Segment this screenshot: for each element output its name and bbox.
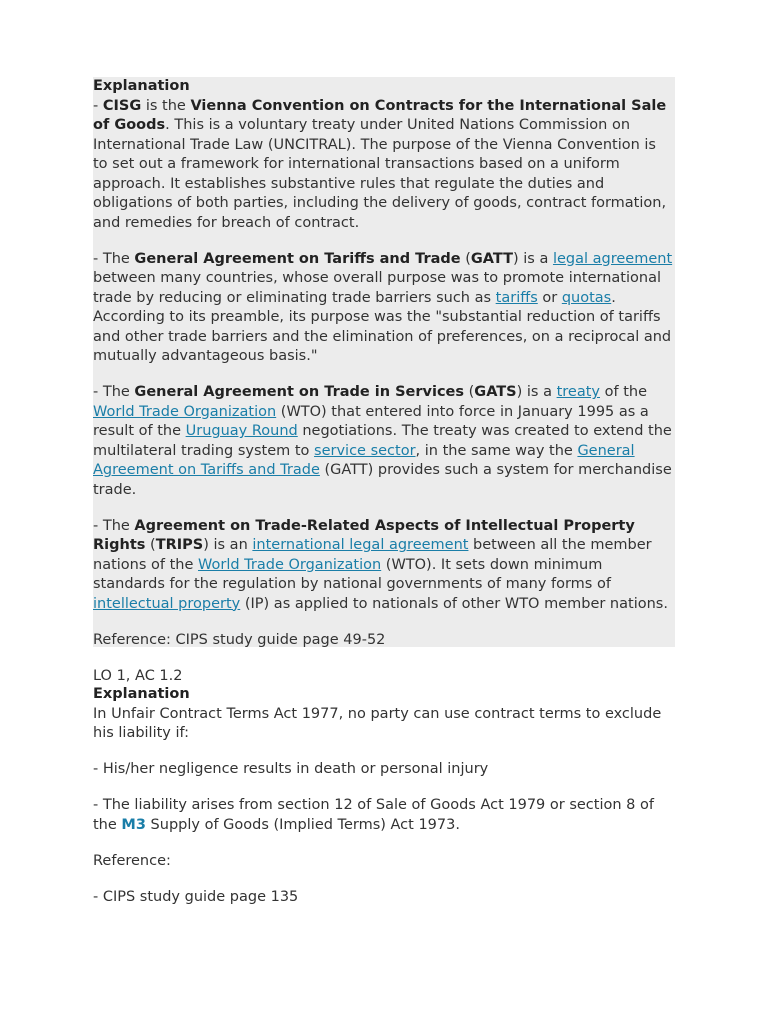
link-uruguay-round[interactable]: Uruguay Round: [185, 423, 298, 439]
link-gatt[interactable]: General Agreement on Tariffs and Trade: [93, 442, 635, 478]
term-trips-full: Agreement on Trade-Related Aspects of Intellectual Property Rights: [93, 517, 635, 553]
paragraph-gatt: - The General Agreement on Tariffs and Trade (GATT) is a legal agreement between many countries, whose overall purpose was to promote international trade by reducing or eliminating trade barriers such as tariffs or quotas. According to its preamble, its purpose was the "substantial reduction of tariffs and other trade barriers and the elimination of preferences, on a reciprocal and mutually advantageous basis.": [93, 250, 673, 364]
paragraph-gats: - The General Agreement on Trade in Services (GATS) is a treaty of the World Trade Organization (WTO) that entered into force in January 1995 as a result of the Uruguay Round negotiations. The treaty was created to extend the multilateral trading system to service sector, in the same way the General Agreement on Tariffs and Trade (GATT) provides such a system for merchandise trade.: [93, 384, 672, 498]
link-wto-2[interactable]: World Trade Organization: [198, 556, 382, 573]
heading-explanation-2: Explanation: [93, 686, 190, 702]
m3-label: M3: [121, 816, 146, 833]
link-treaty[interactable]: treaty: [556, 384, 600, 400]
link-wto[interactable]: World Trade Organization: [93, 403, 277, 420]
term-gatt: GATT: [470, 250, 514, 267]
link-service-sector[interactable]: service sector: [314, 442, 416, 459]
explanation-block-2: [93, 685, 675, 924]
link-tariffs[interactable]: tariffs: [495, 289, 538, 306]
lo-ac: LO 1, AC 1.2: [93, 667, 183, 684]
link-quotas[interactable]: quotas: [561, 289, 612, 306]
term-cisg: CISG: [102, 97, 142, 114]
reference-label: Reference:: [93, 852, 171, 869]
link-legal-agreement[interactable]: legal agreement: [552, 250, 673, 267]
term-vienna: Vienna Convention on Contracts for the International Sale of Goods: [93, 97, 667, 133]
term-gats-full: General Agreement on Trade in Services: [134, 384, 465, 400]
item-liability: - The liability arises from section 12 of Sale of Goods Act 1979 or section 8 of the M3 Supply of Goods (Implied Terms) Act 1973.: [93, 797, 654, 833]
paragraph-cisg: Explanation - CISG is the Vienna Convention on Contracts for the International Sale of Goods. This is a voluntary treaty under United Nations Commission on International Trade Law (UNCITRAL). The purpose of the Vienna Convention is to set out a framework for international transactions based on a uniform approach. It establishes substantive rules that regulate the duties and obligations of both parties, including the delivery of goods, contract formation, and remedies for breach of contract.: [93, 78, 667, 231]
paragraph-trips: - The Agreement on Trade-Related Aspects of Intellectual Property Rights (TRIPS) is an international legal agreement between all the member nations of the World Trade Organization (WTO). It sets down minimum standards for the regulation by national governments of many forms of intellectual property (IP) as applied to nationals of other WTO member nations.: [93, 517, 668, 612]
item-negligence: - His/her negligence results in death or personal injury: [93, 761, 489, 777]
paragraph-ucta: Explanation In Unfair Contract Terms Act 1977, no party can use contract terms to exclude his liability if:: [93, 686, 662, 741]
link-intellectual-property[interactable]: intellectual property: [93, 595, 241, 612]
reference-1: Reference: CIPS study guide page 49-52: [93, 631, 386, 648]
term-trips: TRIPS: [155, 537, 204, 553]
heading-explanation-1: Explanation: [93, 78, 190, 94]
reference-item: - CIPS study guide page 135: [93, 888, 299, 905]
link-international-legal-agreement[interactable]: international legal agreement: [252, 537, 469, 553]
explanation-block-1: [93, 77, 675, 684]
term-gats: GATS: [474, 384, 517, 400]
term-gatt-full: General Agreement on Tariffs and Trade: [134, 250, 461, 267]
